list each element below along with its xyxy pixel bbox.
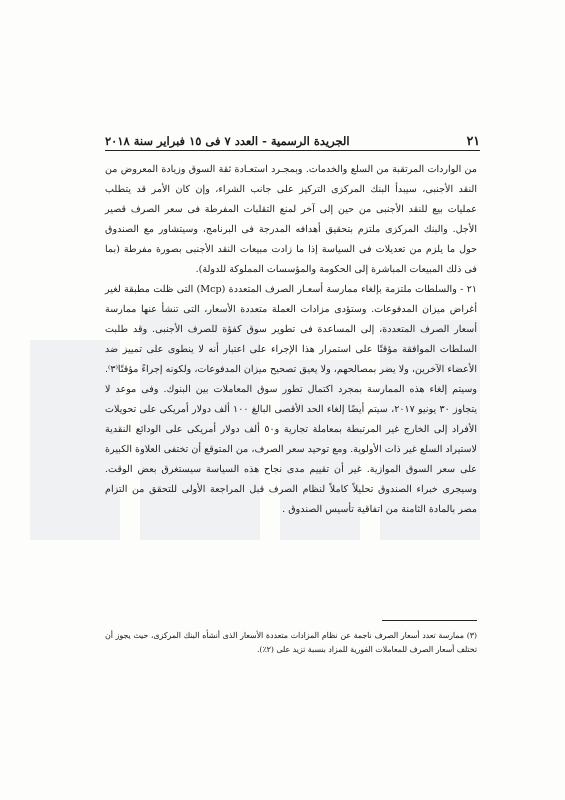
main-text <box>105 160 477 520</box>
paragraph: ٢١ - والسلطات ملتزمة بإلغاء ممارسة أسعـار الصرف المتعددة (Mcp) التى ظلت مطبقة لغير أغراض ميزان المدفوعات. وستؤدى مزادات العملة متعددة الأسعار، التى تنشأ عنها ممارسة أسعار الصرف المتعددة، إلى المساعدة فى تطوير سوق كفؤة للصرف الأجنبى. وقد طلبت السلطات الموافقة مؤقتًا على استمرار هذا الإجراء على اعتبار أنه لا ينطوى على تمييز ضد الأعضاء الآخرين، ولا يضر بمصالحهم، ولا يعيق تصحيح ميزان المدفوعات، ولكونه إجراءً مؤقتًا⁽٣⁾. وسيتم إلغاء هذه الممارسة بمجرد اكتمال تطور سوق المعاملات بين البنوك. وفى موعد لا يتجاوز ٣٠ يونيو ٢٠١٧، سيتم أيضًا إلغاء الحد الأقصى البالغ ١٠٠ ألف دولار أمريكى على تحويلات الأفراد إلى الخارج غير المرتبطة بمعاملة تجارية و٥٠ ألف دولار أمريكى على الودائع النقدية لاستيراد السلع غير ذات الأولوية. ومع توحيد سعر الصرف، من المتوقع أن تختفى العلاوة الكبيرة على سعر السوق الموازية. غير أن تقييم مدى نجاح هذه السياسة سيستغرق بعض الوقت. وسيجرى خبراء الصندوق تحليلاً كاملاً لنظام الصرف قبل المراجعة الأولى للتحقق من التزام مصر بالمادة الثامنة من اتفاقية تأسيس الصندوق . <box>105 284 478 515</box>
footnote: (٣) ممارسة تعدد أسعار الصرف ناجمة عن نظام المزادات متعددة الأسعار الذى أنشأه البنك المركزى، حيث يجوز أن تختلف أسعار الصرف للمعاملات الفورية للمزاد بنسبة تزيد على (٢٪). <box>105 631 477 654</box>
header-divider <box>105 150 480 151</box>
page-number: ٢١ <box>466 133 480 148</box>
page-header <box>105 133 480 148</box>
footnote-divider <box>382 620 477 621</box>
paragraph: من الواردات المرتقبة من السلع والخدمات. وبمجـرد استعـادة ثقة السوق وزيادة المعروض من النقد الأجنبى، سيبدأ البنك المركزى التركيز على جانب الشراء، وإن كان الأمر قد يتطلب عمليات بيع للنقد الأجنبى من حين إلى آخر لمنع التقلبات المفرطة فى سعر الصرف قصير الأجل. والبنك المركزى ملتزم بتحقيق أهدافه المدرجة فى البرنامج، وسيتشاور مع الصندوق حول ما يلزم من تعديلات فى السياسة إذا ما زادت مبيعات النقد الأجنبى بصورة مفرطة (بما فى ذلك المبيعات المباشرة إلى الحكومة والمؤسسات المملوكة للدولة). <box>105 164 477 275</box>
gazette-title: الجريدة الرسمية - العدد ٧ فى ١٥ فبراير سنة ٢٠١٨ <box>105 134 350 148</box>
